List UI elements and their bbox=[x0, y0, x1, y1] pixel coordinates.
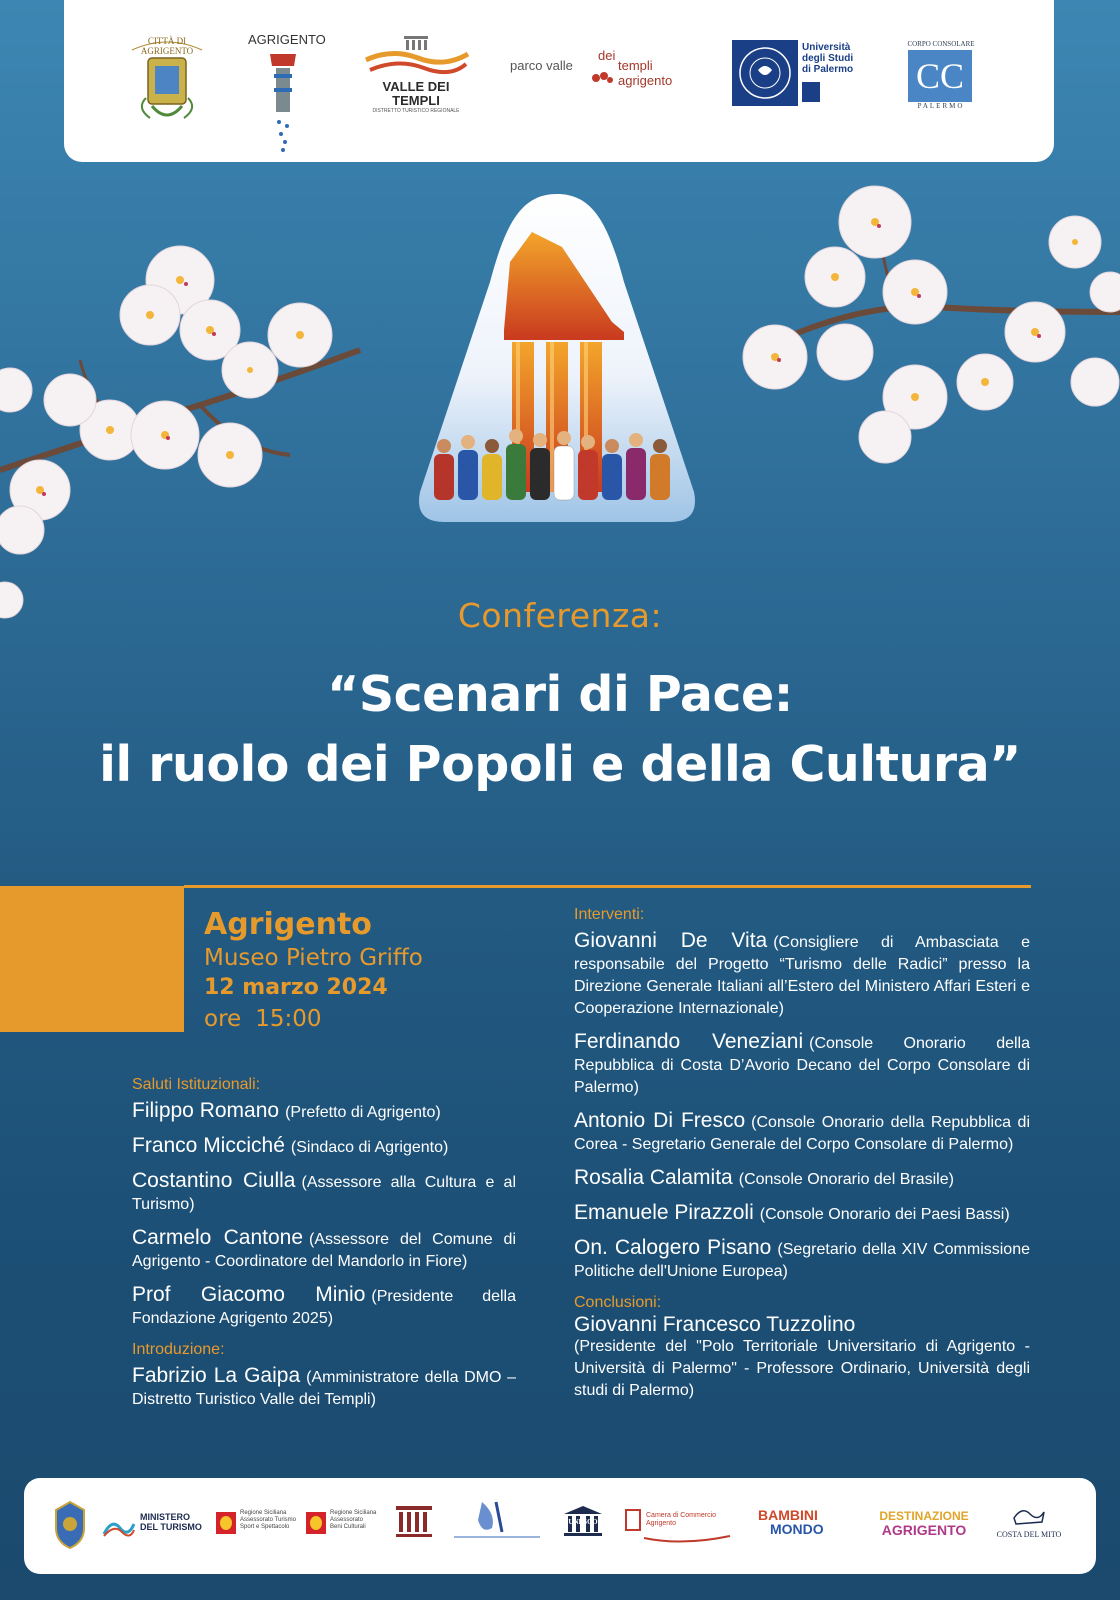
regione2-text-b: Assessorato bbox=[330, 1517, 364, 1523]
conclusioni-heading: Conclusioni: bbox=[574, 1294, 662, 1311]
costa-del-mito-text: COSTA DEL MITO bbox=[996, 1530, 1062, 1539]
agrigento-logo bbox=[248, 32, 326, 156]
speaker-name: Giovanni De Vita bbox=[574, 929, 768, 952]
event-time bbox=[204, 1003, 423, 1035]
universita-text-b: degli Studi bbox=[802, 53, 854, 64]
speaker-role: (Console Onorario della Repubblica di Corea - Segretario Generale del Corpo Consolare di Palermo) bbox=[574, 1114, 1031, 1153]
intervento-entry bbox=[574, 1031, 1030, 1099]
intervento-entry bbox=[574, 1202, 1030, 1226]
unesco-logo bbox=[562, 1504, 604, 1542]
valle-dei-templi-subtext: DISTRETTO TURISTICO REGIONALE bbox=[372, 108, 460, 114]
corpo-consolare-text-b: PALERMO bbox=[917, 102, 965, 110]
universita-seal bbox=[732, 40, 798, 106]
destinazione-text-b: AGRIGENTO bbox=[881, 1522, 967, 1538]
saluti-entry bbox=[132, 1170, 516, 1216]
unesco-text: UNESCO bbox=[568, 1518, 598, 1526]
speaker-role: (Prefetto di Agrigento) bbox=[285, 1104, 441, 1121]
saluti-entry bbox=[132, 1284, 516, 1330]
bambini-del-mondo-logo bbox=[758, 1508, 850, 1536]
saluti-entry bbox=[132, 1100, 516, 1124]
corpo-consolare-monogram: CC bbox=[908, 50, 972, 102]
consorzio-universitario-logo bbox=[452, 1498, 542, 1546]
regione2-text-a: Regione Siciliana bbox=[330, 1510, 377, 1516]
universita-text-a: Università bbox=[802, 42, 851, 53]
parco-flower-icon bbox=[590, 70, 614, 86]
universita-palermo-logo bbox=[732, 40, 856, 110]
parco-text-a: parco valle bbox=[510, 58, 573, 73]
intervento-entry bbox=[574, 930, 1030, 1020]
program-right-column bbox=[574, 906, 1030, 1402]
speaker-role: (Console Onorario del Brasile) bbox=[738, 1171, 954, 1188]
orange-accent-block bbox=[0, 886, 184, 1032]
corpo-consolare-logo bbox=[906, 40, 976, 112]
speaker-role: (Console Onorario dei Paesi Bassi) bbox=[759, 1206, 1010, 1223]
regione1-text-c: Sport e Spettacolo bbox=[240, 1524, 290, 1530]
regione1-text-a: Regione Siciliana bbox=[240, 1510, 287, 1516]
conference-label: Conferenza: bbox=[457, 596, 663, 635]
event-time-prefix: ore bbox=[204, 1006, 242, 1032]
parco-text-c: templi agrigento bbox=[618, 58, 673, 88]
ministero-text-b: DEL TURISMO bbox=[140, 1522, 202, 1532]
program-left-column bbox=[132, 1076, 516, 1422]
camera-text-a: Camera di Commercio bbox=[646, 1512, 717, 1519]
speaker-name: Emanuele Pirazzoli bbox=[574, 1201, 754, 1224]
speaker-role: (Amministratore della DMO – Distretto Turistico Valle dei Templi) bbox=[132, 1369, 516, 1408]
interventi-heading: Interventi: bbox=[574, 906, 645, 923]
parco-valle-dei-templi-logo bbox=[510, 48, 690, 92]
venue-city: Agrigento bbox=[204, 907, 372, 942]
parco-text-b: dei bbox=[598, 48, 616, 63]
bambini-text-b: MONDO bbox=[770, 1521, 824, 1537]
regione2-text-c: Beni Culturali bbox=[330, 1524, 366, 1530]
speaker-name: Prof Giacomo Minio bbox=[132, 1283, 366, 1306]
camera-text-b: Agrigento bbox=[646, 1520, 676, 1527]
prefettura-logo bbox=[50, 1500, 90, 1554]
saluti-entry bbox=[132, 1227, 516, 1273]
speaker-name: Giovanni Francesco Tuzzolino bbox=[574, 1313, 856, 1336]
speaker-role: (Sindaco di Agrigento) bbox=[290, 1139, 449, 1156]
event-date: 12 marzo 2024 bbox=[204, 975, 388, 1000]
speaker-role: (Presidente del "Polo Territoriale Universitario di Agrigento - Università di Palermo" - Professore Ordinario, Università degli studi di Palermo) bbox=[574, 1338, 1030, 1399]
speaker-name: Ferdinando Veneziani bbox=[574, 1030, 804, 1053]
intervento-entry bbox=[574, 1167, 1030, 1191]
universita-polo-icon bbox=[802, 82, 820, 102]
speaker-name: Franco Micciché bbox=[132, 1134, 285, 1157]
intervento-entry bbox=[574, 1237, 1030, 1283]
corpo-consolare-text-a: CORPO CONSOLARE bbox=[907, 40, 975, 48]
speaker-name: Fabrizio La Gaipa bbox=[132, 1364, 301, 1387]
sponsor-logo-band bbox=[24, 1478, 1096, 1574]
almond-blossom-branch-right bbox=[735, 182, 1120, 482]
partner-logo-band bbox=[64, 0, 1054, 162]
museo-griffo-logo bbox=[392, 1502, 436, 1546]
venue-place: Museo Pietro Griffo bbox=[204, 945, 423, 971]
speaker-name: Costantino Ciulla bbox=[132, 1169, 296, 1192]
valle-dei-templi-text: VALLE DEI TEMPLI bbox=[382, 79, 450, 108]
regione1-text-b: Assessorato Turismo bbox=[240, 1517, 297, 1523]
destinazione-agrigento-logo bbox=[866, 1510, 982, 1537]
event-time-value: 15:00 bbox=[255, 1006, 322, 1032]
introduzione-entry bbox=[132, 1365, 516, 1411]
speaker-role: (Presidente della Fondazione Agrigento 2025) bbox=[132, 1288, 516, 1327]
speaker-name: Filippo Romano bbox=[132, 1099, 280, 1122]
introduzione-heading: Introduzione: bbox=[132, 1341, 225, 1358]
valle-dei-templi-logo bbox=[362, 34, 470, 118]
universita-text-c: di Palermo bbox=[802, 64, 854, 75]
ministero-text-a: MINISTERO bbox=[140, 1512, 191, 1522]
conference-title-line-1: “Scenari di Pace: bbox=[327, 666, 793, 723]
speaker-role: (Assessore del Comune di Agrigento - Coordinatore del Mandorlo in Fiore) bbox=[132, 1231, 516, 1270]
speaker-role: (Console Onorario della Repubblica di Costa D’Avorio Decano del Corpo Consolare di Palermo) bbox=[574, 1035, 1030, 1096]
venue-info bbox=[204, 907, 423, 1035]
speaker-name: Antonio Di Fresco bbox=[574, 1109, 746, 1132]
orange-divider bbox=[184, 885, 1031, 888]
speaker-name: Rosalia Calamita bbox=[574, 1166, 733, 1189]
bambini-text-a: BAMBINI bbox=[758, 1507, 818, 1523]
temple-emblem bbox=[412, 192, 702, 526]
speaker-role: (Segretario della XIV Commissione Politiche dell'Unione Europea) bbox=[574, 1241, 1030, 1280]
intervento-entry bbox=[574, 1110, 1030, 1156]
speaker-name: Carmelo Cantone bbox=[132, 1226, 304, 1249]
saluti-entry bbox=[132, 1135, 516, 1159]
citta-agrigento-logo bbox=[122, 36, 212, 128]
speaker-name: On. Calogero Pisano bbox=[574, 1236, 772, 1259]
destinazione-text-a: DESTINAZIONE bbox=[879, 1509, 969, 1523]
citta-agrigento-text: CITTÀ DI AGRIGENTO bbox=[140, 36, 194, 56]
saluti-heading: Saluti Istituzionali: bbox=[132, 1076, 261, 1093]
speaker-role: (Consigliere di Ambasciata e responsabile del Progetto “Turismo delle Radici” presso la Direzione Generale Italiani all’Estero del Ministero Affari Esteri e Cooperazione Internazionale) bbox=[574, 934, 1031, 1017]
agrigento-text: AGRIGENTO bbox=[248, 32, 326, 47]
speaker-role: (Assessore alla Cultura e al Turismo) bbox=[132, 1174, 516, 1213]
conference-title-line-2: il ruolo dei Popoli e della Cultura” bbox=[99, 736, 1021, 793]
conclusioni-entry bbox=[574, 1314, 1030, 1402]
conference-title bbox=[0, 660, 1120, 800]
